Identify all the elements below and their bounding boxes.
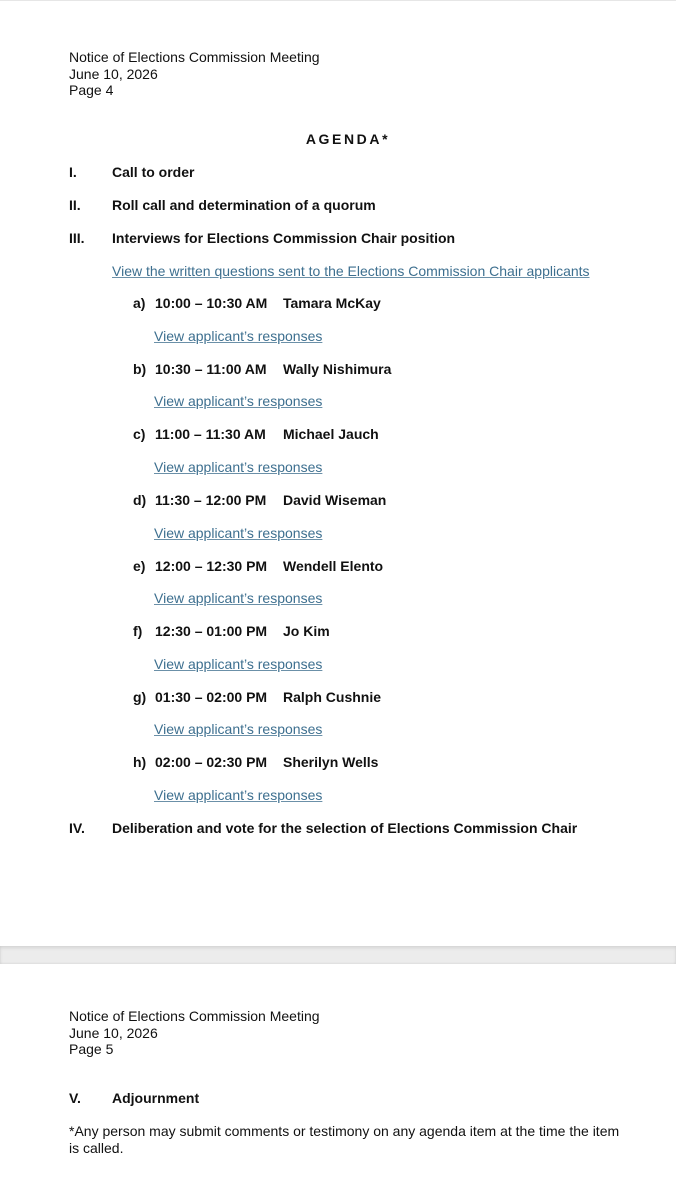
slot-letter: d) [133, 492, 147, 508]
view-responses-link[interactable]: View applicant’s responses [154, 721, 323, 737]
public-comment-note: *Any person may submit comments or testimony on any agenda item at the time the item is called. [69, 1123, 620, 1156]
view-responses-link[interactable]: View applicant’s responses [154, 459, 323, 475]
view-responses-link[interactable]: View applicant’s responses [154, 787, 323, 803]
page-header [69, 1008, 320, 1058]
slot-time: 12:30 – 01:00 PM [155, 623, 268, 639]
header-title: Notice of Elections Commission Meeting [69, 49, 320, 65]
item-number: I. [69, 164, 77, 180]
item-text: Roll call and determination of a quorum [112, 197, 376, 213]
document-page-5 [0, 964, 676, 1200]
header-page-number: Page 4 [69, 82, 114, 98]
slot-time: 01:30 – 02:00 PM [155, 689, 268, 705]
item-number: V. [69, 1090, 81, 1106]
item-text: Call to order [112, 164, 195, 180]
page-header [69, 49, 320, 99]
applicant-name: Sherilyn Wells [283, 754, 379, 770]
item-number: II. [69, 197, 81, 213]
questions-row [112, 263, 590, 280]
slot-letter: g) [133, 689, 147, 705]
slot-time: 10:00 – 10:30 AM [155, 295, 268, 311]
slot-letter: h) [133, 754, 147, 770]
item-text: Adjournment [112, 1090, 200, 1106]
item-text: Deliberation and vote for the selection of Elections Commission Chair [112, 820, 578, 836]
item-text: Interviews for Elections Commission Chair position [112, 230, 456, 246]
header-page-number: Page 5 [69, 1041, 114, 1057]
written-questions-link[interactable]: View the written questions sent to the Elections Commission Chair applicants [112, 263, 590, 279]
slot-time: 11:30 – 12:00 PM [155, 492, 267, 508]
applicant-name: Ralph Cushnie [283, 689, 382, 705]
slot-letter: a) [133, 295, 146, 311]
header-date: June 10, 2026 [69, 1024, 158, 1041]
view-responses-link[interactable]: View applicant’s responses [154, 656, 323, 672]
applicant-name: Tamara McKay [283, 295, 381, 311]
slot-time: 02:00 – 02:30 PM [155, 754, 268, 770]
view-responses-link[interactable]: View applicant’s responses [154, 590, 323, 606]
applicant-name: Wally Nishimura [283, 361, 392, 377]
view-responses-link[interactable]: View applicant’s responses [154, 393, 323, 409]
slot-letter: f) [133, 623, 143, 639]
view-responses-link[interactable]: View applicant’s responses [154, 525, 323, 541]
slot-time: 11:00 – 11:30 AM [155, 426, 266, 442]
applicant-name: David Wiseman [283, 492, 387, 508]
item-number: IV. [69, 820, 85, 836]
applicant-name: Michael Jauch [283, 426, 379, 442]
applicant-name: Jo Kim [283, 623, 330, 639]
item-number: III. [69, 230, 85, 246]
slot-time: 12:00 – 12:30 PM [155, 558, 268, 574]
page-separator [0, 946, 676, 964]
slot-letter: b) [133, 361, 147, 377]
header-title: Notice of Elections Commission Meeting [69, 1008, 320, 1024]
header-date: June 10, 2026 [69, 65, 158, 82]
slot-time: 10:30 – 11:00 AM [155, 361, 267, 377]
view-responses-link[interactable]: View applicant’s responses [154, 328, 323, 344]
agenda-title: AGENDA* [305, 131, 391, 147]
applicant-name: Wendell Elento [283, 558, 384, 574]
slot-letter: e) [133, 558, 146, 574]
slot-letter: c) [133, 426, 146, 442]
